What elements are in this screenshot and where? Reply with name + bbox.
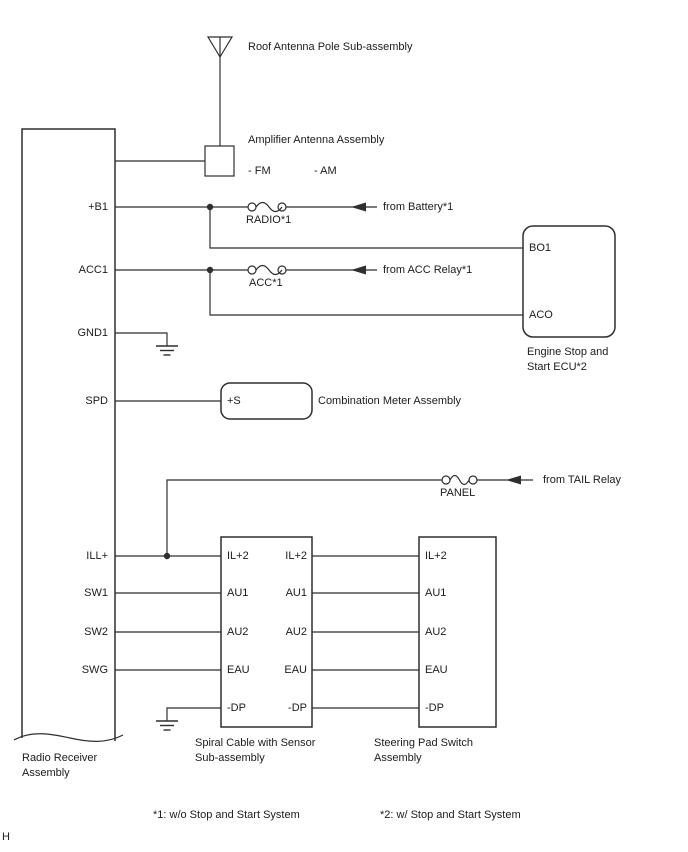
spiral-left-eau: EAU [227,664,250,676]
spiral-right-dp: -DP [288,702,307,714]
steering-au2: AU2 [425,626,447,638]
radio-label-line2: Assembly [22,767,70,779]
page-marker: H [2,831,10,843]
wire-b1 [115,204,523,248]
fuse-acc-label: ACC*1 [249,277,283,289]
arrow-from-tail-relay-icon [506,476,521,485]
roof-antenna-label: Roof Antenna Pole Sub-assembly [248,41,413,53]
fuse-panel-icon [442,476,477,485]
steering-dp: -DP [425,702,444,714]
combination-meter-label: Combination Meter Assembly [318,395,462,407]
junction-dot [207,267,212,272]
ecu-label-line1: Engine Stop and [527,346,609,358]
terminal-spd: SPD [85,395,108,407]
radio-label-line1: Radio Receiver [22,752,98,764]
spiral-label-line2: Sub-assembly [195,752,265,764]
from-tail-relay-label: from TAIL Relay [543,474,622,486]
ecu-terminal-bo1: BO1 [529,242,552,254]
fuse-panel-label: PANEL [440,487,476,499]
spiral-right-au2: AU2 [285,626,307,638]
spiral-right-eau: EAU [284,664,307,676]
ground-icon [156,721,178,730]
steering-eau: EAU [425,664,448,676]
ecu-label-line2: Start ECU*2 [527,361,587,373]
spiral-left-il2: IL+2 [227,550,249,562]
fuse-radio-label: RADIO*1 [246,214,292,226]
fuse-acc-icon [248,266,286,275]
ecu-terminal-aco: ACO [529,309,553,321]
footnote-1: *1: w/o Stop and Start System [153,809,300,821]
spiral-label-line1: Spiral Cable with Sensor [195,737,316,749]
from-battery-label: from Battery*1 [383,201,454,213]
wire-ill [115,553,221,558]
spiral-right-au1: AU1 [285,587,307,599]
steering-label-line2: Assembly [374,752,422,764]
radio-receiver-box [14,129,123,741]
terminal-b1: +B1 [88,201,108,213]
arrow-from-battery-icon [351,203,366,212]
fm-terminal-label: - FM [248,165,271,177]
spiral-left-dp: -DP [227,702,246,714]
fuse-radio-icon [248,203,286,212]
terminal-sw1: SW1 [84,587,108,599]
from-acc-relay-label: from ACC Relay*1 [383,264,473,276]
am-terminal-label: - AM [314,165,337,177]
steering-il2: IL+2 [425,550,447,562]
amplifier-antenna-label: Amplifier Antenna Assembly [248,134,385,146]
arrow-from-acc-relay-icon [351,266,366,275]
wires-spiral-to-steering [312,556,419,708]
terminal-acc1: ACC1 [78,264,108,276]
wire-dp-ground [167,708,221,721]
wire-panel [167,480,533,556]
terminal-ill: ILL+ [86,550,108,562]
footnote-2: *2: w/ Stop and Start System [380,809,521,821]
steering-label-line1: Steering Pad Switch [374,737,474,749]
terminal-swg: SWG [81,664,108,676]
spiral-left-au1: AU1 [227,587,249,599]
junction-dot [164,553,169,558]
ground-icon [156,346,178,355]
spiral-right-il2: IL+2 [285,550,307,562]
antenna-icon [208,37,232,146]
terminal-sw2: SW2 [84,626,108,638]
meter-terminal-s: +S [227,395,241,407]
wire-gnd1 [115,333,167,346]
junction-dot [207,204,212,209]
spiral-left-au2: AU2 [227,626,249,638]
amplifier-antenna-box [205,146,234,176]
steering-au1: AU1 [425,587,447,599]
terminal-gnd1: GND1 [77,327,108,339]
